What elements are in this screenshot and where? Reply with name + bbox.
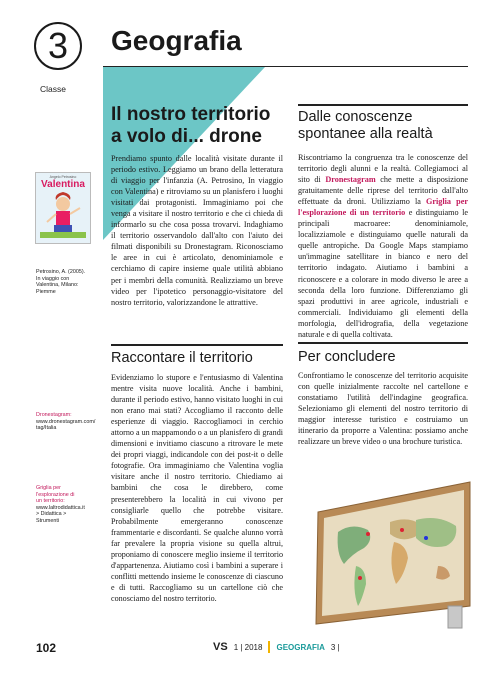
dronestagram-url[interactable]: tag/Italia [36,425,57,432]
class-number-circle [34,22,82,70]
class-label: Classe [40,84,66,94]
book-cover-illustration [36,190,90,240]
grid-url[interactable]: www.laltrodidattica.it [36,504,85,511]
footer-divider [268,641,270,653]
grid-label: Griglia per [36,485,61,491]
section2-text-b: che mette a disposizione gratuitamente delle riprese del territorio dall'alto effettuate da droni. Utilizziamo la [298,175,469,207]
citation-line: Piemme [36,288,56,295]
section2-title-line2: spontanee alla realtà [298,126,433,142]
section1-title: Raccontare il territorio [111,350,253,366]
citation-line: Petrosino, A. (2005). [36,269,86,275]
article-title-line1: Il nostro territorio [111,104,271,125]
class-number: 3 [47,25,69,66]
section1-paragraph: Evidenziamo lo stupore e l'entusiasmo di Valentina mentre visita nuove località. Anche i bambini, durante il periodo estivo, hanno visitato luoghi in cui non erano mai stati? Accogliamo il racconto delle esperienze di viaggio. Raccogliamoci in cerchio attorno a un mappamondo o a un planisfero di grandi dimensioni e invitiamo ciascuno a ritrovare le mete dei propri viaggi, indicandole con dei post-it o delle fotografie. Ora immaginiamo che Valentina voglia visitare anche il nostro territorio. Chiediamo ai bambini che cosa le direbbero, come presenterebbero la località in cui vivono per consigliarle quello che potrebbe visitare. Probabilmente emergeranno conoscenze frammentarie e discordanti. Se qualche alunno vorrà far prevalere la propria visione su quella altrui, proponiamo di conoscere meglio insieme il territorio d'appartenenza. Aiutiamo così i bambini a superare i conflitti mettendo insieme le conoscenze di ciascuno e di tutti. Raccogliamo su un cartellone ciò che conosciamo del nostro territorio. [111,373,283,603]
section2-title [298,109,433,143]
page-number: 102 [36,641,57,655]
citation-line: In viaggio con [36,275,70,282]
dronestagram-label: Dronestagram: [36,412,72,418]
article-title-line2: a volo di... drone [111,126,262,147]
book-cover-title: Valentina [41,179,85,190]
footer-section: GEOGRAFIA [276,642,325,652]
section2-rule [298,104,468,106]
world-map-corkboard-image [298,474,474,632]
book-cover-top: Angelo Petrosino [49,175,77,179]
dronestagram-url[interactable]: www.dronestagram.com/ [36,418,96,425]
dronestagram-note [36,412,102,432]
section2-text-a: Riscontriamo la congruenza tra le conoscenze del territorio degli alunni e la realtà. Collegiamoci al sito di [298,153,468,185]
section1-rule [111,344,283,346]
magazine-logo: VS [213,641,228,653]
section3-title: Per concludere [298,349,396,365]
section2-title-line1: Dalle conoscenze [298,109,413,125]
grid-label: l'esplorazione di [36,491,75,498]
section3-rule [298,342,468,344]
grid-label: un territorio: [36,498,65,505]
book-cover-image [35,172,91,244]
grid-url[interactable]: Strumenti [36,517,60,524]
issue-info: 1 | 2018 [233,642,263,652]
intro-paragraph: Prendiamo spunto dalle località visitate durante il periodo estivo. Leggiamo un brano della letteratura di viaggio per l'infanzia (A. Petrosino, In viaggio con Valentina) e ritroviamo su un planisfero i luoghi visitati dai protagonisti. Immaginiamo poi che venga a visitare il nostro territorio e che ci chieda di informarlo su che cosa possa trovarvi. Indaghiamo il territorio osservandolo dall'alto con l'aiuto dei filmati disponibili su Dronestagram. Riconosciamo le aree in cui è articolato, denominiamole e cerchiamo di capire insieme quale utilità abbiano per i membri della comunità. Realizziamo un breve video per l'ipotetico personaggio-visitatore del nostro territorio, valorizzandone le attrattive. [111,154,283,307]
footer-info [213,641,340,653]
book-citation [36,269,102,295]
grid-url[interactable]: > Didattica > [36,511,67,518]
dronestagram-link[interactable]: Dronestagram [325,175,376,185]
footer-section-num: 3 | [330,642,340,652]
article-title [111,104,270,148]
grid-note [36,485,102,525]
section2-text-c: e distinguiamo le principali macroaree: denominiamole, localizziamole e distinguiamo quelle naturali da quelle antropiche. Da Google Maps stampiamo un'immagine satellitare in bianco e nero del territorio indagato. Aiutiamo i bambini a riconoscere e a colorare in modo diverso le aree a seconda della loro funzione. Differenziamo gli spazi produttivi in aree agricole, industriali e commerciali. Individuiamo gli elementi della morfologia, dell'idrografia, della vegetazione naturale e di quella coltivata. [298,208,468,339]
section3-paragraph: Confrontiamo le conoscenze del territorio acquisite con quelle inizialmente raccolte nel cartellone e constatiamo l'utilità dell'indagine geografica. Selezioniamo gli elementi del nostro territorio di maggior interesse turistico e costruiamo un itinerario da proporre a Valentina: possiamo anche realizzare un breve video o una brochure turistica. [298,371,468,447]
grid-link[interactable]: Griglia per l'esplorazione di un territorio [298,197,468,218]
header-rule [103,66,468,67]
section2-paragraph [298,152,468,340]
subject-title: Geografia [111,25,242,56]
citation-line: Valentina, Milano: [36,282,79,289]
